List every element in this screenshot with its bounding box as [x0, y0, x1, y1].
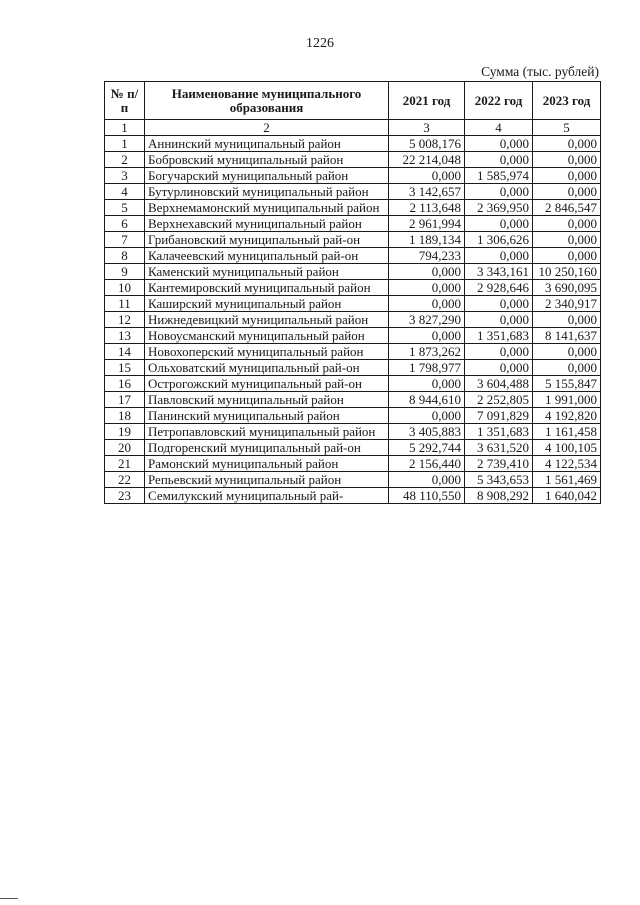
municipality-name: Аннинский муниципальный район	[145, 136, 389, 152]
value-2021: 0,000	[389, 280, 465, 296]
row-number: 16	[105, 376, 145, 392]
header-number: № п/п	[105, 82, 145, 120]
table-row	[105, 280, 601, 296]
value-2022: 5 343,653	[465, 472, 533, 488]
budget-table	[104, 81, 601, 504]
value-2023: 5 155,847	[533, 376, 601, 392]
value-2023: 2 846,547	[533, 200, 601, 216]
value-2021: 22 214,048	[389, 152, 465, 168]
municipality-name: Верхнехавский муниципальный район	[145, 216, 389, 232]
municipality-name: Панинский муниципальный район	[145, 408, 389, 424]
table-row	[105, 376, 601, 392]
bottom-rule	[0, 898, 18, 899]
row-number: 13	[105, 328, 145, 344]
table-row	[105, 440, 601, 456]
row-number: 21	[105, 456, 145, 472]
row-number: 22	[105, 472, 145, 488]
value-2021: 1 798,977	[389, 360, 465, 376]
row-number: 5	[105, 200, 145, 216]
table-row	[105, 312, 601, 328]
municipality-name: Нижнедевицкий муниципальный район	[145, 312, 389, 328]
value-2022: 0,000	[465, 216, 533, 232]
municipality-name: Подгоренский муниципальный рай-он	[145, 440, 389, 456]
value-2023: 1 161,458	[533, 424, 601, 440]
table-row	[105, 456, 601, 472]
value-2021: 0,000	[389, 264, 465, 280]
table-row	[105, 216, 601, 232]
column-number: 2	[145, 120, 389, 136]
value-2022: 1 306,626	[465, 232, 533, 248]
value-2022: 2 369,950	[465, 200, 533, 216]
value-2021: 2 961,994	[389, 216, 465, 232]
municipality-name: Верхнемамонский муниципальный район	[145, 200, 389, 216]
value-2022: 8 908,292	[465, 488, 533, 504]
municipality-name: Павловский муниципальный район	[145, 392, 389, 408]
header-name: Наименование муниципального образования	[145, 82, 389, 120]
row-number: 8	[105, 248, 145, 264]
row-number: 20	[105, 440, 145, 456]
value-2023: 4 192,820	[533, 408, 601, 424]
table-row	[105, 200, 601, 216]
table-header-row	[105, 82, 601, 120]
municipality-name: Ольховатский муниципальный рай-он	[145, 360, 389, 376]
value-2023: 3 690,095	[533, 280, 601, 296]
value-2022: 3 631,520	[465, 440, 533, 456]
municipality-name: Репьевский муниципальный район	[145, 472, 389, 488]
value-2021: 0,000	[389, 328, 465, 344]
value-2023: 0,000	[533, 168, 601, 184]
value-2022: 0,000	[465, 344, 533, 360]
row-number: 14	[105, 344, 145, 360]
row-number: 23	[105, 488, 145, 504]
row-number: 2	[105, 152, 145, 168]
value-2022: 0,000	[465, 312, 533, 328]
value-2021: 2 156,440	[389, 456, 465, 472]
table-row	[105, 296, 601, 312]
value-2022: 0,000	[465, 136, 533, 152]
municipality-name: Грибановский муниципальный рай-он	[145, 232, 389, 248]
page-number: 1226	[306, 36, 334, 51]
table-row	[105, 328, 601, 344]
table-row	[105, 408, 601, 424]
row-number: 1	[105, 136, 145, 152]
value-2022: 0,000	[465, 152, 533, 168]
value-2021: 5 008,176	[389, 136, 465, 152]
value-2023: 0,000	[533, 232, 601, 248]
table-row	[105, 264, 601, 280]
value-2023: 1 991,000	[533, 392, 601, 408]
value-2021: 0,000	[389, 376, 465, 392]
column-number: 4	[465, 120, 533, 136]
value-2023: 0,000	[533, 344, 601, 360]
value-2023: 1 640,042	[533, 488, 601, 504]
municipality-name: Кантемировский муниципальный район	[145, 280, 389, 296]
table-row	[105, 392, 601, 408]
value-2022: 0,000	[465, 296, 533, 312]
value-2022: 3 604,488	[465, 376, 533, 392]
municipality-name: Новохоперский муниципальный район	[145, 344, 389, 360]
value-2023: 4 122,534	[533, 456, 601, 472]
table-row	[105, 360, 601, 376]
value-2021: 3 405,883	[389, 424, 465, 440]
municipality-name: Рамонский муниципальный район	[145, 456, 389, 472]
value-2022: 3 343,161	[465, 264, 533, 280]
value-2023: 0,000	[533, 152, 601, 168]
value-2023: 0,000	[533, 184, 601, 200]
table-row	[105, 424, 601, 440]
value-2023: 0,000	[533, 360, 601, 376]
value-2023: 4 100,105	[533, 440, 601, 456]
table-row	[105, 344, 601, 360]
value-2023: 8 141,637	[533, 328, 601, 344]
municipality-name: Каменский муниципальный район	[145, 264, 389, 280]
municipality-name: Каширский муниципальный район	[145, 296, 389, 312]
value-2021: 1 189,134	[389, 232, 465, 248]
table-row	[105, 248, 601, 264]
value-2021: 8 944,610	[389, 392, 465, 408]
municipality-name: Новоусманский муниципальный район	[145, 328, 389, 344]
value-2023: 0,000	[533, 312, 601, 328]
municipality-name: Богучарский муниципальный район	[145, 168, 389, 184]
row-number: 6	[105, 216, 145, 232]
table-row	[105, 136, 601, 152]
value-2023: 10 250,160	[533, 264, 601, 280]
value-2021: 48 110,550	[389, 488, 465, 504]
row-number: 12	[105, 312, 145, 328]
municipality-name: Острогожский муниципальный рай-он	[145, 376, 389, 392]
value-2022: 0,000	[465, 248, 533, 264]
value-2021: 0,000	[389, 472, 465, 488]
value-2022: 1 351,683	[465, 424, 533, 440]
value-2021: 3 827,290	[389, 312, 465, 328]
value-2022: 1 351,683	[465, 328, 533, 344]
value-2022: 1 585,974	[465, 168, 533, 184]
value-2022: 2 739,410	[465, 456, 533, 472]
table-row	[105, 232, 601, 248]
row-number: 17	[105, 392, 145, 408]
value-2022: 7 091,829	[465, 408, 533, 424]
value-2021: 0,000	[389, 408, 465, 424]
value-2022: 0,000	[465, 184, 533, 200]
table-row	[105, 168, 601, 184]
table-row	[105, 472, 601, 488]
value-2021: 2 113,648	[389, 200, 465, 216]
municipality-name: Семилукский муниципальный рай-	[145, 488, 389, 504]
row-number: 3	[105, 168, 145, 184]
column-number: 1	[105, 120, 145, 136]
value-2023: 0,000	[533, 248, 601, 264]
value-2021: 0,000	[389, 168, 465, 184]
value-2023: 0,000	[533, 216, 601, 232]
column-number-row	[105, 120, 601, 136]
row-number: 9	[105, 264, 145, 280]
value-2023: 2 340,917	[533, 296, 601, 312]
value-2021: 0,000	[389, 296, 465, 312]
table-body	[105, 136, 601, 504]
column-number: 3	[389, 120, 465, 136]
value-2022: 0,000	[465, 360, 533, 376]
value-2022: 2 928,646	[465, 280, 533, 296]
row-number: 7	[105, 232, 145, 248]
header-2022: 2022 год	[465, 82, 533, 120]
row-number: 10	[105, 280, 145, 296]
municipality-name: Петропавловский муниципальный район	[145, 424, 389, 440]
header-2021: 2021 год	[389, 82, 465, 120]
value-2023: 1 561,469	[533, 472, 601, 488]
row-number: 18	[105, 408, 145, 424]
table-row	[105, 184, 601, 200]
row-number: 4	[105, 184, 145, 200]
value-2021: 1 873,262	[389, 344, 465, 360]
row-number: 19	[105, 424, 145, 440]
value-2022: 2 252,805	[465, 392, 533, 408]
column-number: 5	[533, 120, 601, 136]
value-2021: 794,233	[389, 248, 465, 264]
table-row	[105, 152, 601, 168]
table-row	[105, 488, 601, 504]
row-number: 11	[105, 296, 145, 312]
municipality-name: Бобровский муниципальный район	[145, 152, 389, 168]
municipality-name: Бутурлиновский муниципальный район	[145, 184, 389, 200]
municipality-name: Калачеевский муниципальный рай-он	[145, 248, 389, 264]
value-2021: 5 292,744	[389, 440, 465, 456]
units-label: Сумма (тыс. рублей)	[481, 64, 599, 79]
row-number: 15	[105, 360, 145, 376]
header-2023: 2023 год	[533, 82, 601, 120]
value-2021: 3 142,657	[389, 184, 465, 200]
value-2023: 0,000	[533, 136, 601, 152]
